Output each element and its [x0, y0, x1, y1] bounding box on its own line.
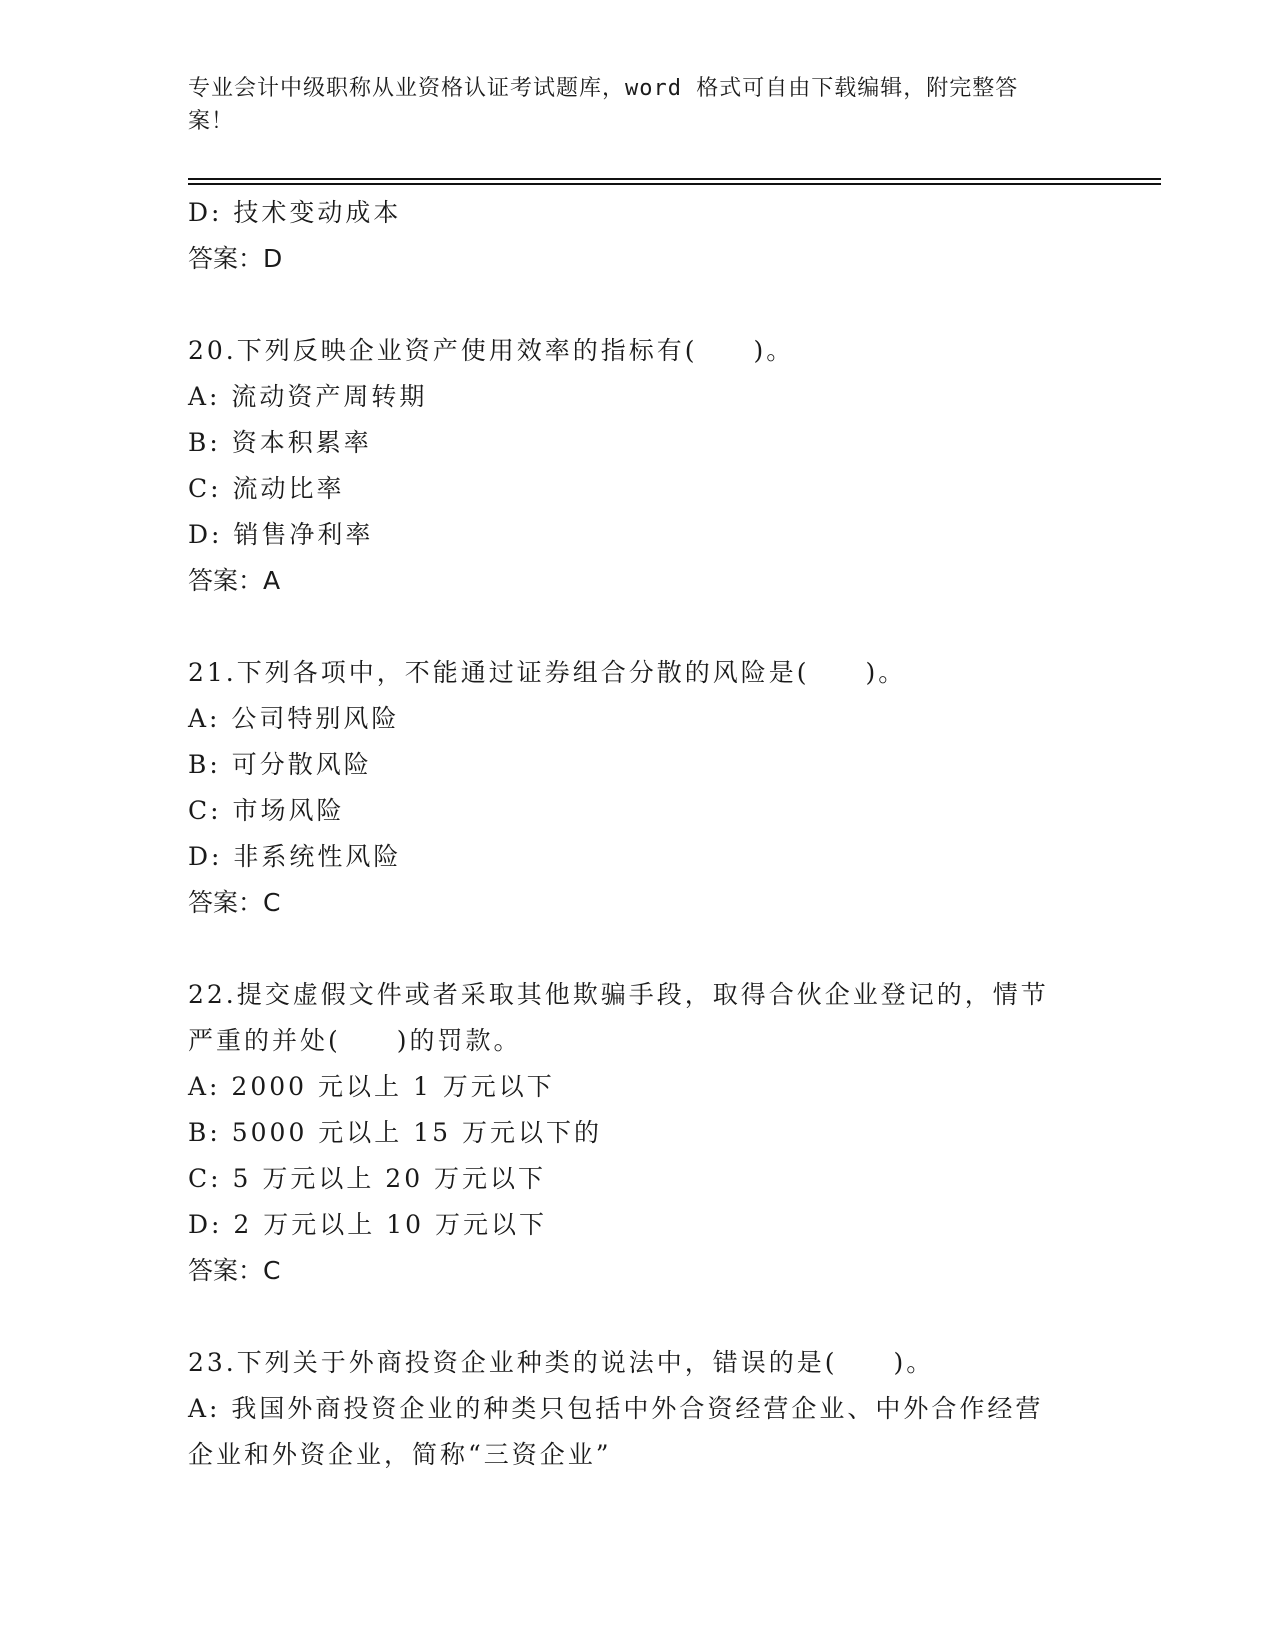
option-a: A: 2000 元以上 1 万元以下	[188, 1072, 555, 1101]
prev-answer: 答案：D	[188, 244, 283, 273]
question-22	[188, 972, 1128, 1294]
answer: 答案：A	[188, 566, 281, 595]
header-divider-top	[188, 178, 1161, 180]
option-b: B: 资本积累率	[188, 428, 372, 457]
option-a-line-1: A: 我国外商投资企业的种类只包括中外合资经营企业、中外合作经营	[188, 1394, 1044, 1423]
question-list	[188, 190, 1128, 1478]
option-b: B: 5000 元以上 15 万元以下的	[188, 1118, 603, 1147]
option-c: C: 市场风险	[188, 796, 345, 825]
question-stem: 23.下列关于外商投资企业种类的说法中，错误的是( )。	[188, 1348, 935, 1377]
option-d: D: 2 万元以上 10 万元以下	[188, 1210, 547, 1239]
prev-option-d: D: 技术变动成本	[188, 198, 402, 227]
option-a: A: 公司特别风险	[188, 704, 400, 733]
header-line-1: 专业会计中级职称从业资格认证考试题库，word 格式可自由下载编辑，附完整答	[188, 76, 1019, 101]
question-23	[188, 1340, 1128, 1478]
answer: 答案：C	[188, 1256, 281, 1285]
header-line-2: 案！	[188, 109, 235, 134]
question-stem: 20.下列反映企业资产使用效率的指标有( )。	[188, 336, 795, 365]
question-stem: 21.下列各项中，不能通过证券组合分散的风险是( )。	[188, 658, 907, 687]
question-21	[188, 650, 1128, 926]
option-a: A: 流动资产周转期	[188, 382, 428, 411]
answer: 答案：C	[188, 888, 281, 917]
spacer	[188, 604, 1128, 650]
option-a-line-2: 企业和外资企业，简称“三资企业”	[188, 1440, 612, 1469]
option-d: D: 销售净利率	[188, 520, 374, 549]
header-divider-bottom	[188, 183, 1161, 185]
option-d: D: 非系统性风险	[188, 842, 402, 871]
question-stem-line-2: 严重的并处( )的罚款。	[188, 1026, 522, 1055]
question-20	[188, 328, 1128, 604]
spacer	[188, 1294, 1128, 1340]
document-header	[188, 72, 1078, 138]
option-c: C: 流动比率	[188, 474, 345, 503]
spacer	[188, 282, 1128, 328]
option-c: C: 5 万元以上 20 万元以下	[188, 1164, 547, 1193]
option-b: B: 可分散风险	[188, 750, 372, 779]
question-stem-line-1: 22.提交虚假文件或者采取其他欺骗手段，取得合伙企业登记的，情节	[188, 980, 1049, 1009]
spacer	[188, 926, 1128, 972]
